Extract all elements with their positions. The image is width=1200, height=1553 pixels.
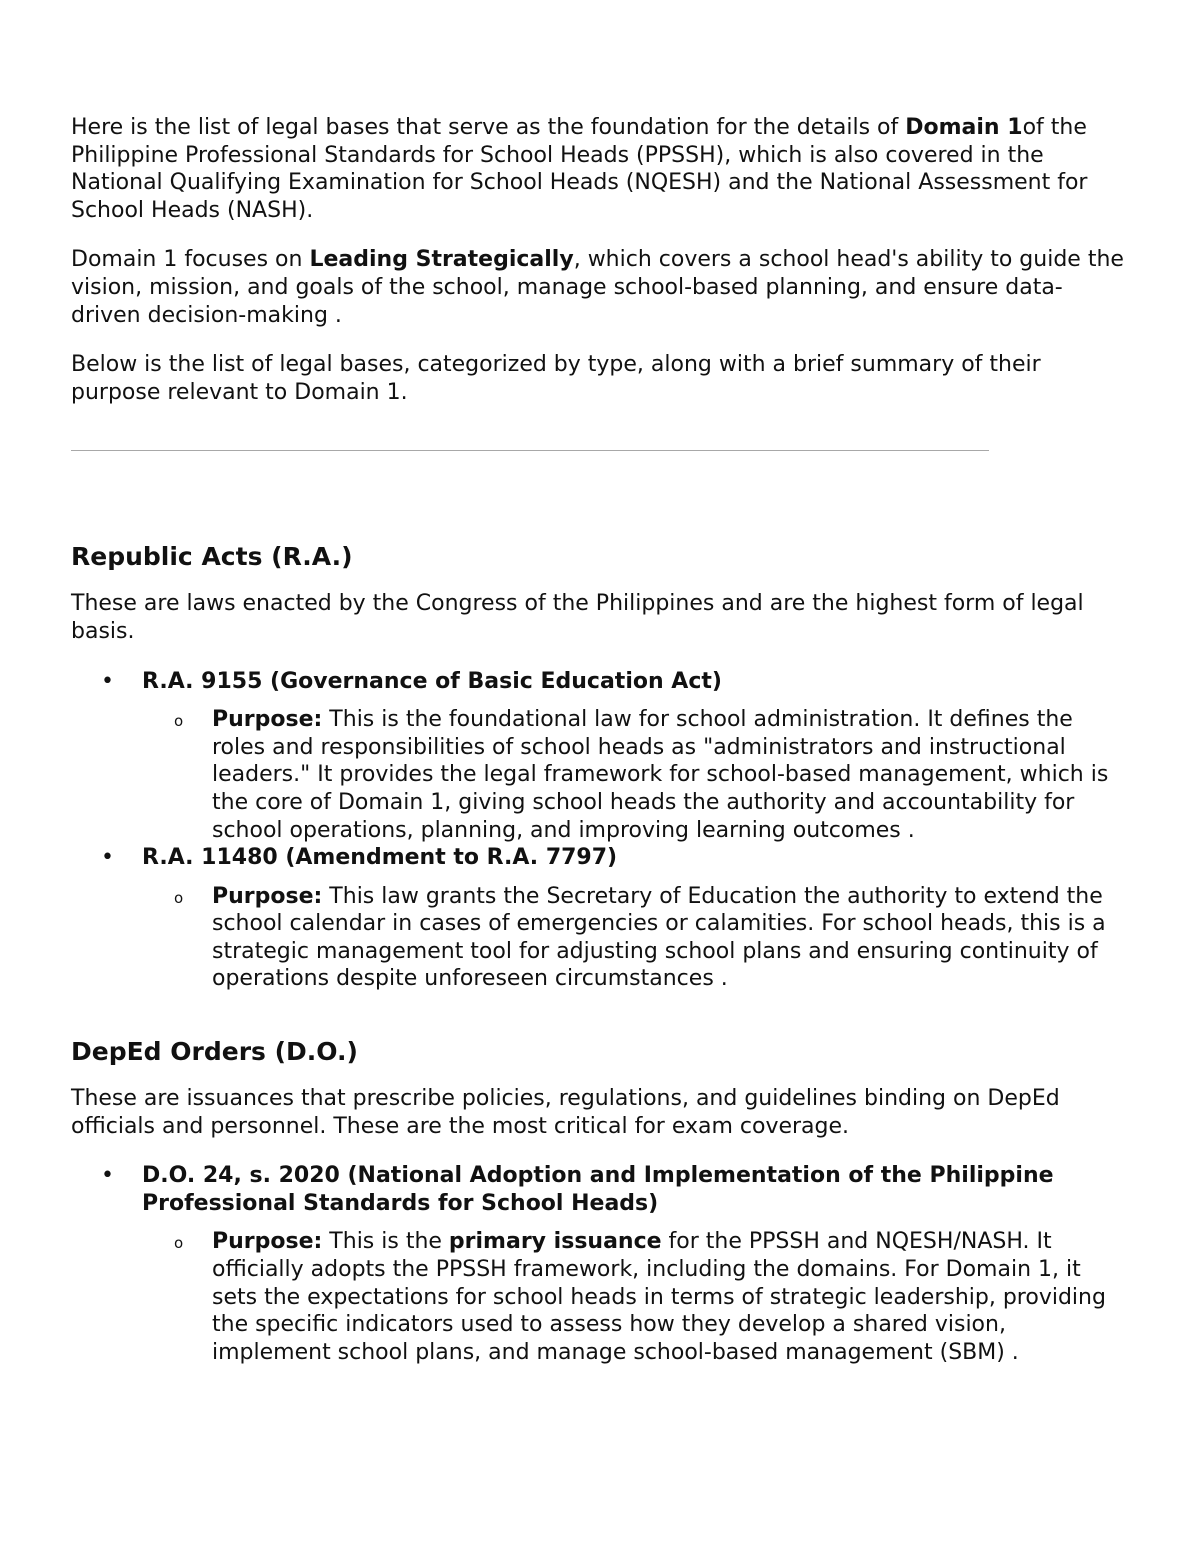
primary-issuance-emphasis: primary issuance <box>448 1229 662 1255</box>
item-title: R.A. 9155 (Governance of Basic Education Act) <box>142 668 722 694</box>
purpose-text <box>212 706 1131 844</box>
bullet-icon: • <box>101 845 114 871</box>
circle-bullet-icon: o <box>174 712 184 731</box>
intro-text: Here is the list of legal bases that serve as the foundation for the details of <box>71 115 906 140</box>
sub-list <box>142 706 1131 844</box>
purpose-text <box>212 883 1131 993</box>
list-item-ra-9155 <box>71 668 1131 845</box>
circle-bullet-icon: o <box>174 1234 184 1253</box>
circle-bullet-icon: o <box>174 888 184 907</box>
intro-paragraph-3: Below is the list of legal bases, categorized by type, along with a brief summary of their purpose relevant to Domain 1. <box>71 352 1041 405</box>
intro-paragraph-2 <box>71 246 1131 329</box>
intro-text: of the Philippine Professional Standards for School Heads (PPSSH), which is also covered in the National Qualifying Examination for School Heads (NQESH) and the National Assessment for School Heads (NASH). <box>71 115 1088 223</box>
sub-list <box>142 883 1131 993</box>
bullet-icon: • <box>101 668 114 694</box>
purpose-body: This is the foundational law for school administration. It defines the roles and responsibilities of school heads as "administrators and instructional leaders." It provides the legal framework for school-based management, which is the core of Domain 1, giving school heads the authority and accountability for school operations, planning, and improving learning outcomes . <box>212 707 1109 843</box>
deped-orders-description: These are issuances that prescribe policies, regulations, and guidelines binding on DepEd officials and personnel. These are the most critical for exam coverage. <box>71 1086 1060 1139</box>
sub-list-item <box>142 706 1131 844</box>
purpose-text <box>212 1228 1131 1366</box>
deped-orders-heading: DepEd Orders (D.O.) <box>71 1037 358 1067</box>
bullet-icon: • <box>101 1163 114 1189</box>
intro-text: Domain 1 focuses on <box>71 247 310 273</box>
horizontal-divider <box>71 450 989 451</box>
purpose-label: Purpose: <box>212 707 323 733</box>
purpose-body: for the PPSSH and NQESH/NASH. It officially adopts the PPSSH framework, including the domains. For Domain 1, it sets the expectations for school heads in terms of strategic leadership, providing the specific indicators used to assess how they develop a shared vision, implement school plans, and manage school-based management (SBM) . <box>212 1229 1106 1365</box>
sub-list-item <box>142 1228 1131 1366</box>
republic-acts-heading: Republic Acts (R.A.) <box>71 542 353 572</box>
document-page <box>71 114 1131 1366</box>
list-item-do-24-2020 <box>71 1162 1131 1366</box>
intro-paragraph-1 <box>71 114 1131 224</box>
list-item-ra-11480 <box>71 844 1131 993</box>
purpose-body: This is the <box>322 1229 449 1255</box>
republic-acts-description: These are laws enacted by the Congress of the Philippines and are the highest form of legal basis. <box>71 591 1084 644</box>
sub-list <box>142 1228 1131 1366</box>
domain-1-emphasis: Domain 1 <box>905 115 1023 140</box>
intro-text: , which covers a school head's ability to guide the vision, mission, and goals of the school, manage school-based planning, and ensure data-driven decision-making . <box>71 247 1124 328</box>
deped-orders-list <box>71 1162 1131 1366</box>
item-title: D.O. 24, s. 2020 (National Adoption and Implementation of the Philippine Professional Standards for School Heads) <box>142 1163 1054 1216</box>
republic-acts-list <box>71 668 1131 994</box>
sub-list-item <box>142 883 1131 993</box>
leading-strategically-emphasis: Leading Strategically <box>309 247 574 273</box>
item-title: R.A. 11480 (Amendment to R.A. 7797) <box>142 845 618 871</box>
purpose-label: Purpose: <box>212 883 323 909</box>
purpose-label: Purpose: <box>212 1229 323 1255</box>
purpose-body: This law grants the Secretary of Education the authority to extend the school calendar in cases of emergencies or calamities. For school heads, this is a strategic management tool for adjusting school plans and ensuring continuity of operations despite unforeseen circumstances . <box>212 883 1106 992</box>
